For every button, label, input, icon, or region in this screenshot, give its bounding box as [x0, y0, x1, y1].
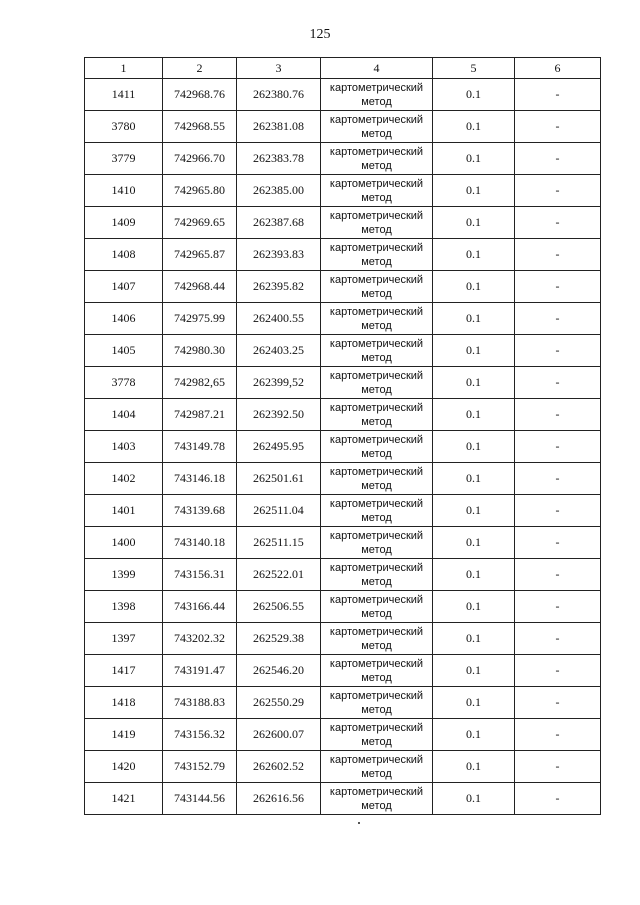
x-coordinate-cell: 743156.32: [163, 719, 237, 751]
table-row: [85, 335, 601, 367]
x-coordinate-cell: 743188.83: [163, 687, 237, 719]
y-coordinate-cell: 262529.38: [237, 623, 321, 655]
coordinates-table: [84, 57, 601, 815]
header-col-1: 1: [85, 58, 163, 79]
accuracy-cell: 0.1: [433, 399, 515, 431]
table-row: [85, 367, 601, 399]
method-cell: картометрический метод: [321, 591, 433, 623]
y-coordinate-cell: 262511.15: [237, 527, 321, 559]
x-coordinate-cell: 742975.99: [163, 303, 237, 335]
point-number-cell: 1397: [85, 623, 163, 655]
x-coordinate-cell: 743140.18: [163, 527, 237, 559]
accuracy-cell: 0.1: [433, 303, 515, 335]
x-coordinate-cell: 742969.65: [163, 207, 237, 239]
accuracy-cell: 0.1: [433, 463, 515, 495]
note-cell: -: [515, 655, 601, 687]
accuracy-cell: 0.1: [433, 687, 515, 719]
accuracy-cell: 0.1: [433, 783, 515, 815]
accuracy-cell: 0.1: [433, 591, 515, 623]
header-col-4: 4: [321, 58, 433, 79]
method-cell: картометрический метод: [321, 271, 433, 303]
table-row: [85, 207, 601, 239]
note-cell: -: [515, 463, 601, 495]
point-number-cell: 1409: [85, 207, 163, 239]
method-cell: картометрический метод: [321, 175, 433, 207]
method-cell: картометрический метод: [321, 463, 433, 495]
x-coordinate-cell: 742968.44: [163, 271, 237, 303]
header-col-3: 3: [237, 58, 321, 79]
y-coordinate-cell: 262550.29: [237, 687, 321, 719]
accuracy-cell: 0.1: [433, 623, 515, 655]
y-coordinate-cell: 262400.55: [237, 303, 321, 335]
method-cell: картометрический метод: [321, 111, 433, 143]
y-coordinate-cell: 262495.95: [237, 431, 321, 463]
method-cell: картометрический метод: [321, 719, 433, 751]
x-coordinate-cell: 742966.70: [163, 143, 237, 175]
y-coordinate-cell: 262383.78: [237, 143, 321, 175]
table-row: [85, 143, 601, 175]
point-number-cell: 1404: [85, 399, 163, 431]
note-cell: -: [515, 175, 601, 207]
point-number-cell: 1421: [85, 783, 163, 815]
y-coordinate-cell: 262381.08: [237, 111, 321, 143]
table-row: [85, 111, 601, 143]
x-coordinate-cell: 742965.80: [163, 175, 237, 207]
note-cell: -: [515, 591, 601, 623]
method-cell: картометрический метод: [321, 527, 433, 559]
note-cell: -: [515, 495, 601, 527]
note-cell: -: [515, 303, 601, 335]
note-cell: -: [515, 143, 601, 175]
point-number-cell: 1400: [85, 527, 163, 559]
accuracy-cell: 0.1: [433, 367, 515, 399]
x-coordinate-cell: 742965.87: [163, 239, 237, 271]
x-coordinate-cell: 742980.30: [163, 335, 237, 367]
y-coordinate-cell: 262399,52: [237, 367, 321, 399]
point-number-cell: 1398: [85, 591, 163, 623]
accuracy-cell: 0.1: [433, 559, 515, 591]
header-col-5: 5: [433, 58, 515, 79]
point-number-cell: 1411: [85, 79, 163, 111]
accuracy-cell: 0.1: [433, 527, 515, 559]
point-number-cell: 1399: [85, 559, 163, 591]
accuracy-cell: 0.1: [433, 751, 515, 783]
table-row: [85, 303, 601, 335]
point-number-cell: 1407: [85, 271, 163, 303]
table-row: [85, 623, 601, 655]
y-coordinate-cell: 262385.00: [237, 175, 321, 207]
point-number-cell: 1408: [85, 239, 163, 271]
x-coordinate-cell: 743202.32: [163, 623, 237, 655]
accuracy-cell: 0.1: [433, 271, 515, 303]
point-number-cell: 3779: [85, 143, 163, 175]
y-coordinate-cell: 262616.56: [237, 783, 321, 815]
note-cell: -: [515, 271, 601, 303]
y-coordinate-cell: 262600.07: [237, 719, 321, 751]
method-cell: картометрический метод: [321, 655, 433, 687]
point-number-cell: 1405: [85, 335, 163, 367]
table-row: [85, 79, 601, 111]
y-coordinate-cell: 262387.68: [237, 207, 321, 239]
note-cell: -: [515, 623, 601, 655]
note-cell: -: [515, 79, 601, 111]
note-cell: -: [515, 111, 601, 143]
table-row: [85, 559, 601, 591]
point-number-cell: 3778: [85, 367, 163, 399]
accuracy-cell: 0.1: [433, 431, 515, 463]
y-coordinate-cell: 262392.50: [237, 399, 321, 431]
header-col-6: 6: [515, 58, 601, 79]
point-number-cell: 1417: [85, 655, 163, 687]
method-cell: картометрический метод: [321, 303, 433, 335]
method-cell: картометрический метод: [321, 239, 433, 271]
point-number-cell: 1420: [85, 751, 163, 783]
accuracy-cell: 0.1: [433, 495, 515, 527]
y-coordinate-cell: 262393.83: [237, 239, 321, 271]
table-row: [85, 719, 601, 751]
method-cell: картометрический метод: [321, 79, 433, 111]
accuracy-cell: 0.1: [433, 175, 515, 207]
accuracy-cell: 0.1: [433, 207, 515, 239]
y-coordinate-cell: 262602.52: [237, 751, 321, 783]
table-row: [85, 431, 601, 463]
header-col-2: 2: [163, 58, 237, 79]
x-coordinate-cell: 743166.44: [163, 591, 237, 623]
point-number-cell: 3780: [85, 111, 163, 143]
y-coordinate-cell: 262501.61: [237, 463, 321, 495]
table-row: [85, 239, 601, 271]
y-coordinate-cell: 262506.55: [237, 591, 321, 623]
note-cell: -: [515, 431, 601, 463]
table-row: [85, 655, 601, 687]
table-row: [85, 175, 601, 207]
note-cell: -: [515, 783, 601, 815]
method-cell: картометрический метод: [321, 431, 433, 463]
accuracy-cell: 0.1: [433, 239, 515, 271]
table-row: [85, 783, 601, 815]
x-coordinate-cell: 743191.47: [163, 655, 237, 687]
table-header: [85, 58, 601, 79]
table-row: [85, 751, 601, 783]
scan-speck: [358, 822, 360, 824]
note-cell: -: [515, 239, 601, 271]
method-cell: картометрический метод: [321, 207, 433, 239]
x-coordinate-cell: 743139.68: [163, 495, 237, 527]
x-coordinate-cell: 743149.78: [163, 431, 237, 463]
method-cell: картометрический метод: [321, 623, 433, 655]
header-row: [85, 58, 601, 79]
method-cell: картометрический метод: [321, 687, 433, 719]
table-row: [85, 399, 601, 431]
note-cell: -: [515, 751, 601, 783]
method-cell: картометрический метод: [321, 783, 433, 815]
accuracy-cell: 0.1: [433, 111, 515, 143]
page-number: 125: [309, 27, 331, 42]
method-cell: картометрический метод: [321, 559, 433, 591]
method-cell: картометрический метод: [321, 751, 433, 783]
note-cell: -: [515, 367, 601, 399]
method-cell: картометрический метод: [321, 367, 433, 399]
table-row: [85, 591, 601, 623]
y-coordinate-cell: 262380.76: [237, 79, 321, 111]
note-cell: -: [515, 399, 601, 431]
accuracy-cell: 0.1: [433, 719, 515, 751]
table-row: [85, 463, 601, 495]
table-row: [85, 495, 601, 527]
note-cell: -: [515, 559, 601, 591]
point-number-cell: 1406: [85, 303, 163, 335]
table-row: [85, 687, 601, 719]
accuracy-cell: 0.1: [433, 143, 515, 175]
x-coordinate-cell: 743144.56: [163, 783, 237, 815]
point-number-cell: 1410: [85, 175, 163, 207]
y-coordinate-cell: 262403.25: [237, 335, 321, 367]
y-coordinate-cell: 262522.01: [237, 559, 321, 591]
point-number-cell: 1419: [85, 719, 163, 751]
note-cell: -: [515, 527, 601, 559]
x-coordinate-cell: 742968.55: [163, 111, 237, 143]
note-cell: -: [515, 207, 601, 239]
y-coordinate-cell: 262546.20: [237, 655, 321, 687]
note-cell: -: [515, 335, 601, 367]
point-number-cell: 1418: [85, 687, 163, 719]
x-coordinate-cell: 743146.18: [163, 463, 237, 495]
point-number-cell: 1402: [85, 463, 163, 495]
x-coordinate-cell: 743152.79: [163, 751, 237, 783]
y-coordinate-cell: 262511.04: [237, 495, 321, 527]
x-coordinate-cell: 742968.76: [163, 79, 237, 111]
method-cell: картометрический метод: [321, 495, 433, 527]
note-cell: -: [515, 687, 601, 719]
table-body: [85, 79, 601, 815]
point-number-cell: 1401: [85, 495, 163, 527]
note-cell: -: [515, 719, 601, 751]
x-coordinate-cell: 742982,65: [163, 367, 237, 399]
point-number-cell: 1403: [85, 431, 163, 463]
accuracy-cell: 0.1: [433, 335, 515, 367]
y-coordinate-cell: 262395.82: [237, 271, 321, 303]
accuracy-cell: 0.1: [433, 655, 515, 687]
table-row: [85, 527, 601, 559]
method-cell: картометрический метод: [321, 335, 433, 367]
method-cell: картометрический метод: [321, 143, 433, 175]
x-coordinate-cell: 743156.31: [163, 559, 237, 591]
table-row: [85, 271, 601, 303]
x-coordinate-cell: 742987.21: [163, 399, 237, 431]
accuracy-cell: 0.1: [433, 79, 515, 111]
method-cell: картометрический метод: [321, 399, 433, 431]
